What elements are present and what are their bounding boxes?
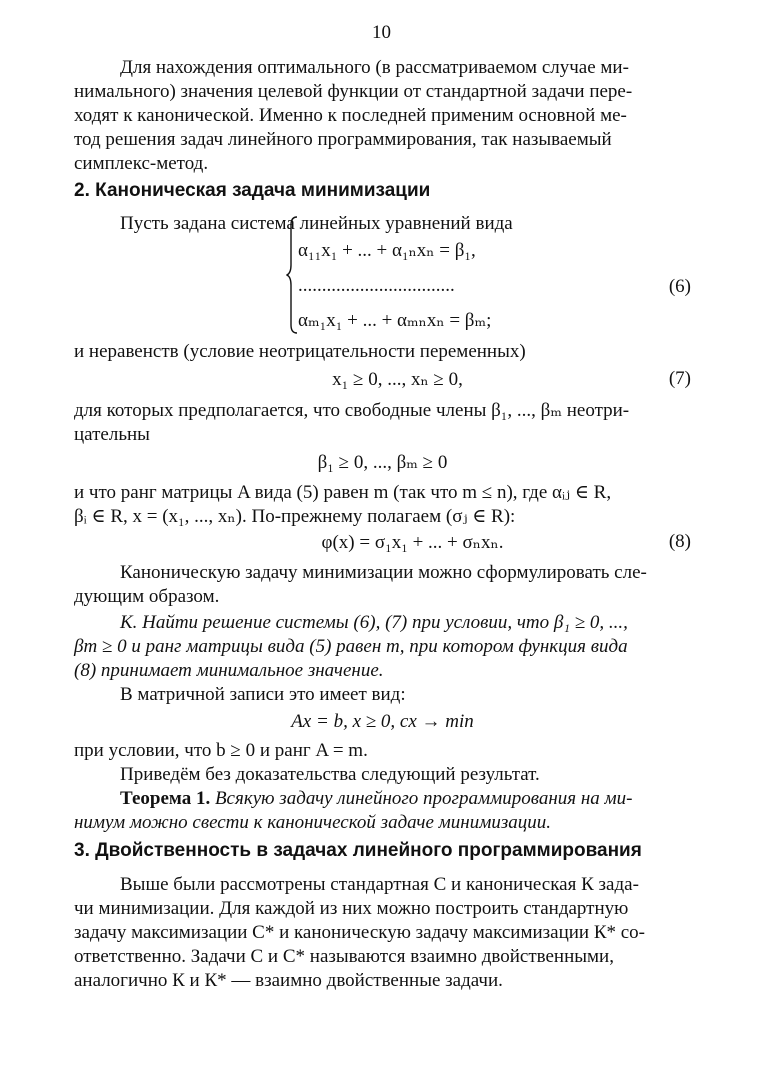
inequalities-intro: и неравенств (условие неотрицательности переменных)	[74, 341, 526, 362]
theorem-text-1: Всякую задачу линейного программирования на ми-	[214, 788, 633, 809]
section-3-heading: 3. Двойственность в задачах линейного программирования	[74, 840, 642, 861]
equation-number-8: (8)	[668, 531, 691, 552]
duality-line-1: Выше были рассмотрены стандартная С и каноническая К зада-	[120, 874, 639, 895]
task-k-line-1: К. Найти решение системы (6), (7) при условии, что β₁ ≥ 0, ...,	[120, 612, 628, 633]
equation-number-7: (7)	[668, 368, 691, 389]
canonical-line-2: дующим образом.	[74, 586, 220, 607]
intro-line-1: Для нахождения оптимального (в рассматриваемом случае ми-	[120, 57, 629, 78]
intro-line-4: тод решения задач линейного программирования, так называемый	[74, 129, 612, 150]
duality-line-4: ответственно. Задачи С и С* называются взаимно двойственными,	[74, 946, 614, 967]
system-row-2: .................................	[298, 275, 455, 296]
beta-condition: β₁ ≥ 0, ..., βₘ ≥ 0	[317, 452, 448, 473]
equation-number-6: (6)	[668, 276, 691, 297]
intro-line-3: ходят к канонической. Именно к последней применим основной ме-	[74, 105, 627, 126]
duality-line-5: аналогично К и К* — взаимно двойственные задачи.	[74, 970, 503, 991]
section-2-intro: Пусть задана система линейных уравнений вида	[120, 213, 513, 234]
theorem-line-1	[74, 787, 691, 811]
system-row-1: α₁₁x₁ + ... + α₁ₙxₙ = β₁,	[298, 240, 476, 261]
task-k-line-3: (8) принимает минимальное значение.	[74, 660, 384, 681]
intro-line-5: симплекс-метод.	[74, 153, 209, 174]
theorem-line-2: нимум можно свести к канонической задаче минимизации.	[74, 812, 552, 833]
nonnegativity-condition: x₁ ≥ 0, ..., xₙ ≥ 0,	[332, 369, 463, 390]
free-terms-line-1: для которых предполагается, что свободные члены β₁, ..., βₘ неотри-	[74, 400, 630, 421]
duality-line-2: чи минимизации. Для каждой из них можно построить стандартную	[74, 898, 629, 919]
equation-system	[286, 213, 506, 337]
left-brace-icon	[286, 215, 298, 335]
matrix-form: Ax = b, x ≥ 0, cx → min	[291, 711, 474, 732]
system-row-3: αₘ₁x₁ + ... + αₘₙxₙ = βₘ;	[298, 310, 492, 331]
page-number: 10	[372, 22, 391, 43]
free-terms-line-2: цательны	[74, 424, 150, 445]
rank-line-1: и что ранг матрицы A вида (5) равен m (так что m ≤ n), где αᵢⱼ ∈ R,	[74, 482, 612, 503]
duality-line-3: задачу максимизации С* и каноническую задачу максимизации К* со-	[74, 922, 646, 943]
matrix-condition: при условии, что b ≥ 0 и ранг A = m.	[74, 740, 368, 761]
matrix-intro: В матричной записи это имеет вид:	[120, 684, 406, 705]
result-intro: Приведём без доказательства следующий результат.	[120, 764, 540, 785]
canonical-line-1: Каноническую задачу минимизации можно сформулировать сле-	[120, 562, 647, 583]
task-k-line-2: βm ≥ 0 и ранг матрицы вида (5) равен m, при котором функция вида	[74, 636, 628, 657]
objective-function: φ(x) = σ₁x₁ + ... + σₙxₙ.	[321, 532, 504, 553]
theorem-label: Теорема 1.	[120, 788, 211, 809]
rank-line-2: βᵢ ∈ R, x = (x₁, ..., xₙ). По-прежнему полагаем (σⱼ ∈ R):	[74, 506, 516, 527]
section-2-heading: 2. Каноническая задача минимизации	[74, 180, 431, 201]
intro-line-2: нимального) значения целевой функции от стандартной задачи пере-	[74, 81, 633, 102]
